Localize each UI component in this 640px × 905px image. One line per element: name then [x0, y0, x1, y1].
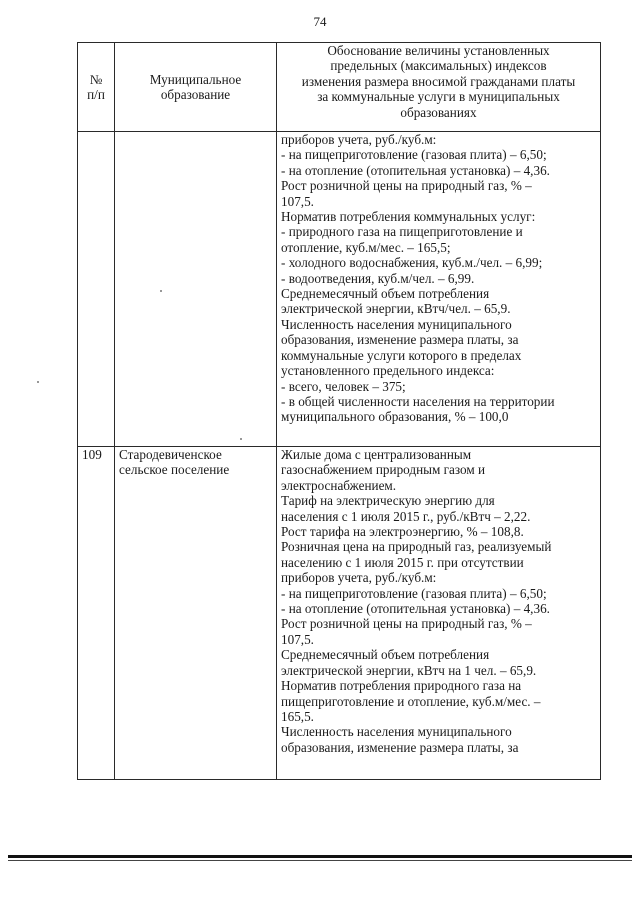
justification-text-line: населения с 1 июля 2015 г., руб./кВтч – 2,22. [281, 508, 531, 524]
justification-text-line: коммунальные услуги которого в пределах [281, 347, 522, 363]
justification-text-line: - холодного водоснабжения, куб.м./чел. – 6,99; [281, 255, 543, 271]
justification-text-line: - на отопление (отопительная установка) – 4,36. [281, 162, 550, 178]
header-text-line: образование [160, 87, 231, 102]
justification-cell [277, 447, 601, 780]
header-text-line: предельных (максимальных) индексов [330, 58, 547, 74]
scan-speck [240, 438, 242, 440]
justification-text-line: муниципального образования, % – 100,0 [281, 409, 509, 425]
table-row [78, 132, 601, 447]
header-text-line: изменения размера вносимой гражданами платы [301, 73, 576, 89]
justification-cell [277, 132, 601, 447]
justification-text-line: электрической энергии, кВтч/чел. – 65,9. [281, 301, 511, 317]
justification-text-line: 107,5. [281, 193, 314, 209]
scan-speck [37, 381, 39, 383]
justification-text-line: Норматив потребления природного газа на [281, 678, 522, 694]
justification-text-line: - в общей численности населения на территории [281, 393, 555, 409]
scan-speck [160, 290, 162, 292]
table-header-row [78, 43, 601, 132]
header-municipality [115, 43, 277, 132]
justification-text-line: Розничная цена на природный газ, реализуемый [281, 539, 552, 555]
justification-text-line: Численность населения муниципального [281, 724, 512, 740]
justification-text-line: - водоотведения, куб.м/чел. – 6,99. [281, 270, 475, 286]
justification-text-line: Рост розничной цены на природный газ, % – [281, 616, 532, 632]
header-text-line: № [89, 71, 103, 87]
justification-text-line: - всего, человек – 375; [281, 378, 406, 394]
header-text-line: образованиях [400, 104, 477, 120]
row-number: 109 [82, 447, 102, 462]
justification-text-line: 107,5. [281, 631, 314, 647]
header-text-line: за коммунальные услуги в муниципальных [317, 89, 560, 105]
page-bottom-rule [8, 855, 632, 858]
municipality-name-line: Стародевиченское [119, 447, 222, 462]
justification-text-line: Численность населения муниципального [281, 316, 512, 332]
justification-text-line: - природного газа на пищеприготовление и [281, 224, 523, 240]
table-row [78, 447, 601, 780]
row-number-cell [78, 447, 115, 780]
justification-text-line: Рост розничной цены на природный газ, % – [281, 178, 532, 194]
header-num [78, 43, 115, 132]
justification-text-line: газоснабжением природным газом и [281, 462, 486, 478]
justification-text-line: Жилые дома с централизованным [281, 447, 472, 462]
justification-text-line: Тариф на электрическую энергию для [281, 493, 495, 509]
justification-text-line: - на отопление (отопительная установка) – 4,36. [281, 601, 550, 617]
justification-text-line: Рост тарифа на электроэнергию, % – 108,8. [281, 524, 524, 540]
justification-text-line: - на пищеприготовление (газовая плита) – 6,50; [281, 147, 547, 163]
justification-text-line: образования, изменение размера платы, за [281, 739, 519, 755]
justification-text-line: отопление, куб.м/мес. – 165,5; [281, 239, 451, 255]
row-number-cell [78, 132, 115, 447]
municipality-name-line: сельское поселение [119, 462, 230, 478]
justification-text-line: установленного предельного индекса: [281, 363, 495, 379]
justification-text-line: Среднемесячный объем потребления [281, 647, 490, 663]
justification-text-line: Среднемесячный объем потребления [281, 286, 490, 302]
justification-text-line: образования, изменение размера платы, за [281, 332, 519, 348]
header-text-line: Обоснование величины установленных [327, 43, 550, 58]
justification-text-line: населению с 1 июля 2015 г. при отсутствии [281, 554, 524, 570]
header-text-line: п/п [87, 87, 105, 102]
header-text-line: Муниципальное [149, 71, 242, 87]
municipality-cell [115, 447, 277, 780]
justification-text-line: электрической энергии, кВтч на 1 чел. – 65,9. [281, 662, 537, 678]
justification-text-line: приборов учета, руб./куб.м: [281, 132, 437, 147]
header-justification [277, 43, 601, 132]
justification-text-line: - на пищеприготовление (газовая плита) – 6,50; [281, 585, 547, 601]
justification-text-line: 165,5. [281, 708, 314, 724]
justification-text-line: пищеприготовление и отопление, куб.м/мес. – [281, 693, 541, 709]
justification-text-line: приборов учета, руб./куб.м: [281, 570, 437, 586]
page-number: 74 [313, 14, 327, 29]
municipality-cell [115, 132, 277, 447]
justification-text-line: электроснабжением. [281, 477, 397, 493]
page-bottom-rule-thin [8, 860, 632, 861]
tariff-index-table [77, 42, 601, 780]
justification-text-line: Норматив потребления коммунальных услуг: [281, 209, 536, 225]
